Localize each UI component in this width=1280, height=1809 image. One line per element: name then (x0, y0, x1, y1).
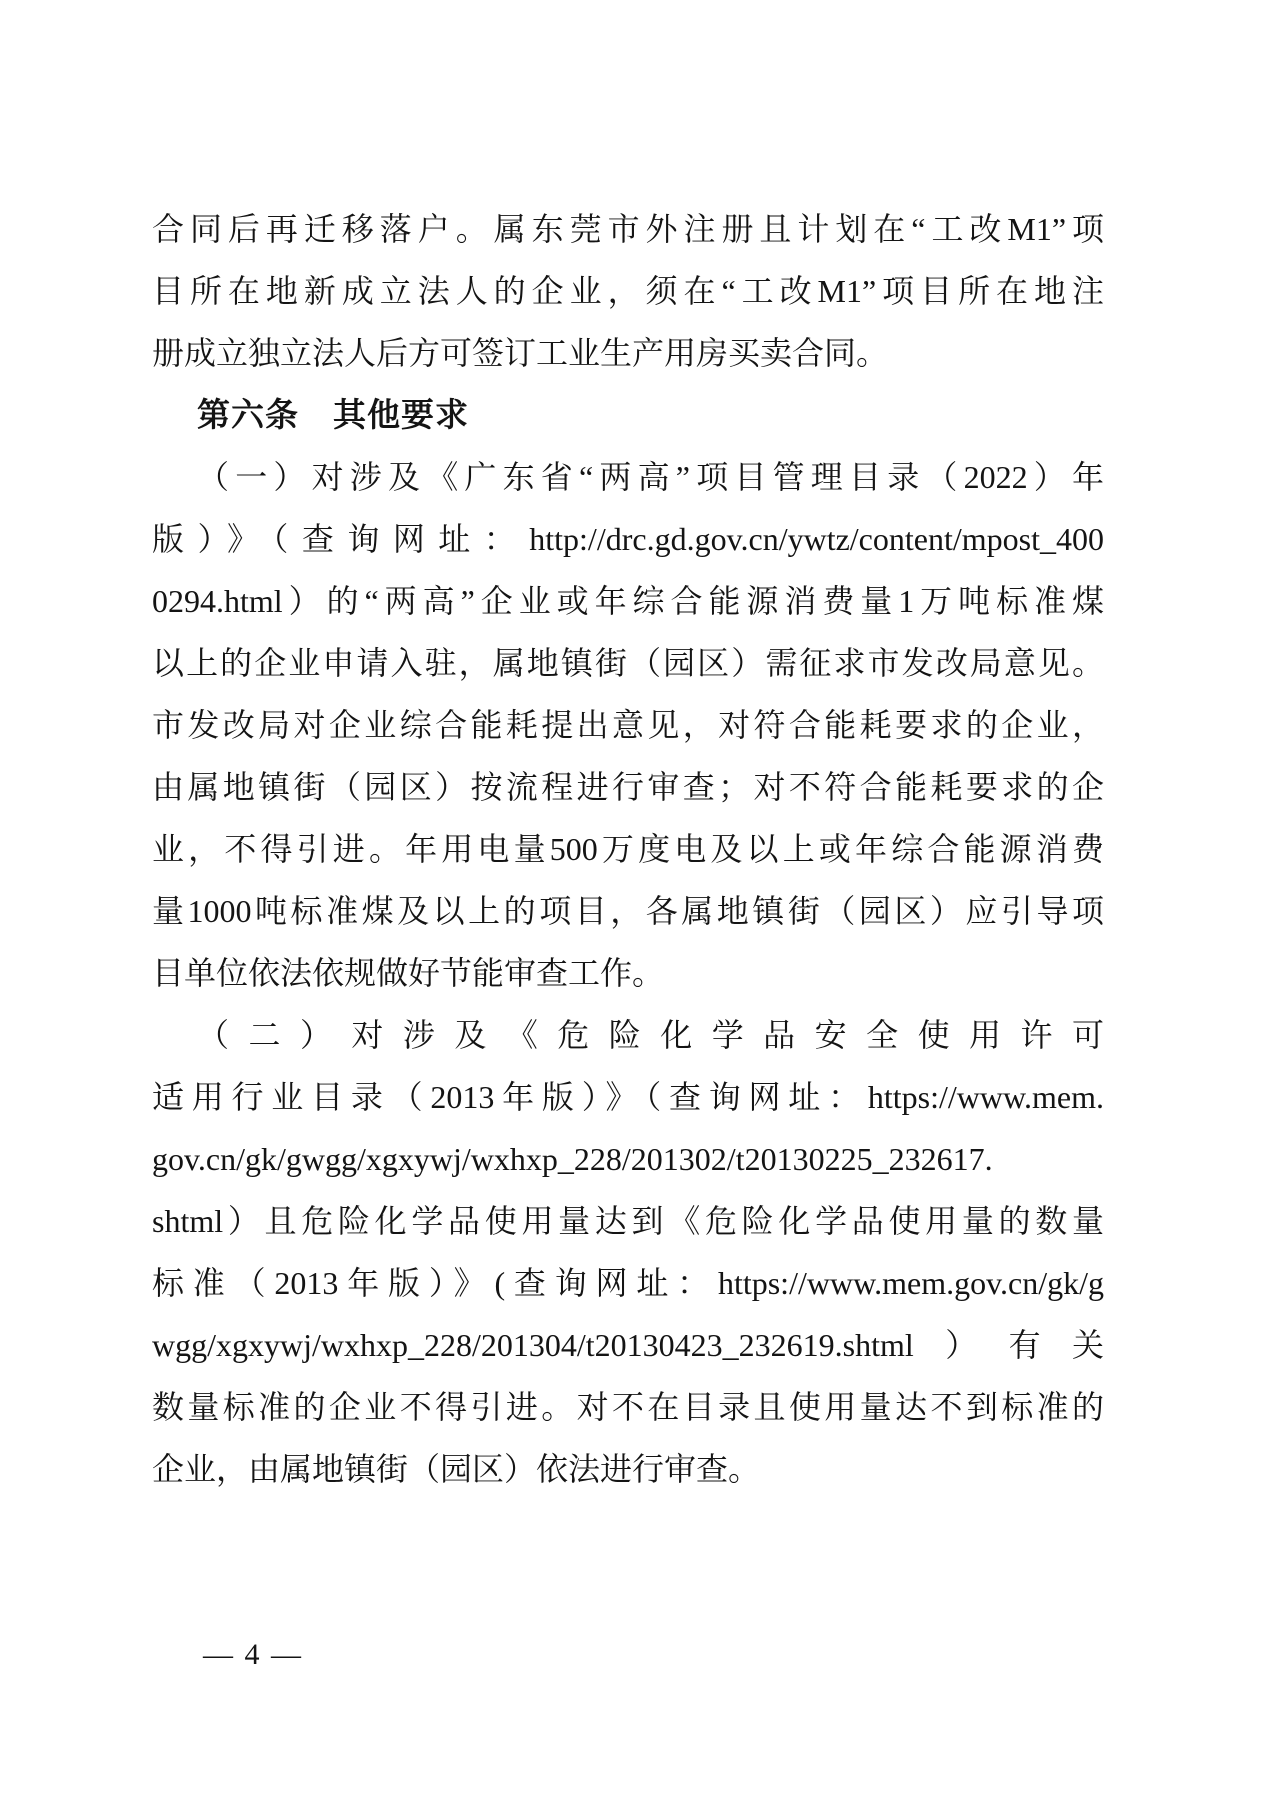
document-body (152, 198, 1104, 1500)
text-line: 企业，由属地镇街（园区）依法进行审查。 (152, 1451, 761, 1487)
text-line: 册成立独立法人后方可签订工业生产用房买卖合同。 (152, 335, 889, 371)
text-line: 目所在地新成立法人的企业，须在“工改M1”项目所在地注 (152, 273, 1104, 309)
text-line: wgg/xgxywj/wxhxp_228/201304/t20130423_232619.shtml）有关 (152, 1327, 1104, 1363)
text-line: shtml）且危险化学品使用量达到《危险化学品使用量的数量 (152, 1203, 1104, 1239)
text-line: 版）》（查询网址：http://drc.gd.gov.cn/ywtz/content/mpost_400 (152, 521, 1104, 557)
text-line: 适用行业目录（2013年版）》（查询网址：https://www.mem. (152, 1079, 1104, 1115)
text-line: 合同后再迁移落户。属东莞市外注册且计划在“工改M1”项 (152, 211, 1104, 247)
text-line: 市发改局对企业综合能耗提出意见，对符合能耗要求的企业， (152, 707, 1104, 743)
text-line: 业，不得引进。年用电量500万度电及以上或年综合能源消费 (152, 831, 1104, 867)
text-line: （一）对涉及《广东省“两高”项目管理目录（2022）年 (197, 459, 1104, 495)
section-heading-article-6: 第六条 其他要求 (197, 396, 469, 433)
text-line: 目单位依法依规做好节能审查工作。 (152, 955, 665, 991)
text-line: （二）对涉及《危险化学品安全使用许可 (197, 1017, 1104, 1053)
text-line: 0294.html）的“两高”企业或年综合能源消费量1万吨标准煤 (152, 583, 1104, 619)
page-number: — 4 — (203, 1638, 303, 1671)
text-line: 由属地镇街（园区）按流程进行审查；对不符合能耗要求的企 (152, 769, 1104, 805)
text-line: gov.cn/gk/gwgg/xgxywj/wxhxp_228/201302/t20130225_232617. (152, 1141, 993, 1177)
text-line: 标准（2013年版）》(查询网址：https://www.mem.gov.cn/gk/g (152, 1265, 1104, 1301)
text-line: 以上的企业申请入驻，属地镇街（园区）需征求市发改局意见。 (152, 645, 1104, 681)
text-line: 量1000吨标准煤及以上的项目，各属地镇街（园区）应引导项 (152, 893, 1104, 929)
text-line: 数量标准的企业不得引进。对不在目录且使用量达不到标准的 (152, 1389, 1104, 1425)
